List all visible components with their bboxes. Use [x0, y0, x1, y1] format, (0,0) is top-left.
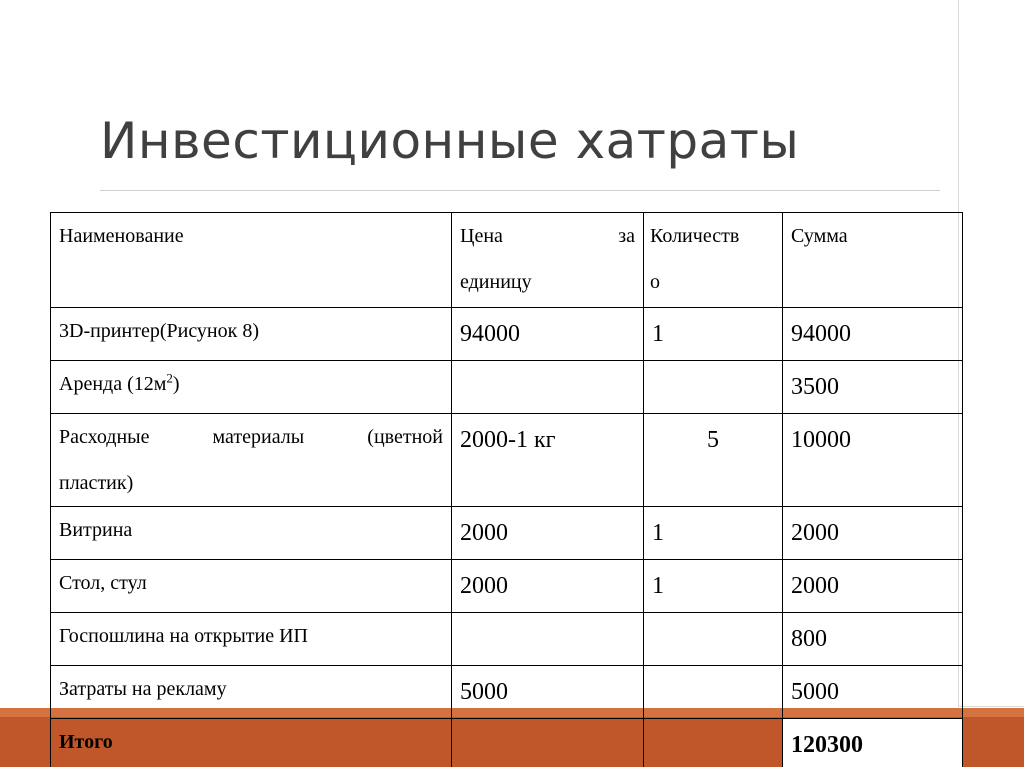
- cell-name: [51, 414, 452, 507]
- total-sum: 120300: [783, 719, 963, 767]
- table-row: [51, 414, 963, 507]
- cell-name: Стол, стул: [51, 560, 452, 613]
- header-price-word1: Цена: [460, 225, 503, 247]
- cell-sum: 800: [783, 613, 963, 666]
- cell-qty: 1: [644, 308, 783, 361]
- cell-sum: 2000: [783, 560, 963, 613]
- cell-qty: [644, 361, 783, 414]
- header-price-line1: [460, 213, 635, 259]
- header-price-word2: за: [618, 225, 635, 247]
- cell-price: [452, 613, 644, 666]
- cell-qty: 1: [644, 560, 783, 613]
- cell-name: 3D-принтер(Рисунок 8): [51, 308, 452, 361]
- total-price-empty: [452, 719, 644, 767]
- cell-qty: 1: [644, 507, 783, 560]
- cell-name: [51, 361, 452, 414]
- cell-name: Затраты на рекламу: [51, 666, 452, 719]
- cell-sum: 94000: [783, 308, 963, 361]
- cell-qty: [644, 666, 783, 719]
- cell-name: Витрина: [51, 507, 452, 560]
- cell-sum: 5000: [783, 666, 963, 719]
- table-total-row: [51, 719, 963, 767]
- table-row: [51, 560, 963, 613]
- cell-name: Госпошлина на открытие ИП: [51, 613, 452, 666]
- cell-price: 94000: [452, 308, 644, 361]
- header-price-line2: единицу: [460, 271, 532, 293]
- header-qty-line2: о: [650, 271, 660, 293]
- cell-name-line2: пластик): [59, 472, 134, 494]
- total-qty-empty: [644, 719, 783, 767]
- header-name-label: Наименование: [59, 225, 184, 247]
- cell-name-superscript: 2: [166, 370, 173, 386]
- investment-table: [50, 212, 963, 767]
- cell-price: 2000: [452, 507, 644, 560]
- cell-price: [452, 361, 644, 414]
- header-qty: [644, 213, 783, 308]
- cell-name-text: Аренда (12м: [59, 373, 167, 395]
- cell-name-line1: Расходные материалы (цветной: [59, 426, 443, 448]
- title-divider: [100, 190, 940, 191]
- slide-title: Инвестиционные хатраты: [100, 112, 800, 170]
- decorative-frame: [958, 0, 1024, 707]
- cell-sum: 2000: [783, 507, 963, 560]
- table-header-row: [51, 213, 963, 308]
- cell-qty: 5: [644, 414, 783, 507]
- cell-qty: [644, 613, 783, 666]
- table-row: [51, 361, 963, 414]
- cell-name-tail: ): [172, 373, 180, 395]
- table-row: [51, 666, 963, 719]
- header-qty-line1: Количеств: [650, 225, 740, 247]
- table-row: [51, 613, 963, 666]
- total-label: Итого: [51, 719, 452, 767]
- cell-price: 2000-1 кг: [452, 414, 644, 507]
- cell-sum: 10000: [783, 414, 963, 507]
- cell-sum: 3500: [783, 361, 963, 414]
- table-row: [51, 308, 963, 361]
- header-sum-label: Сумма: [791, 225, 848, 247]
- header-sum: [783, 213, 963, 308]
- header-name: [51, 213, 452, 308]
- table-row: [51, 507, 963, 560]
- cell-price: 2000: [452, 560, 644, 613]
- cell-price: 5000: [452, 666, 644, 719]
- header-price: [452, 213, 644, 308]
